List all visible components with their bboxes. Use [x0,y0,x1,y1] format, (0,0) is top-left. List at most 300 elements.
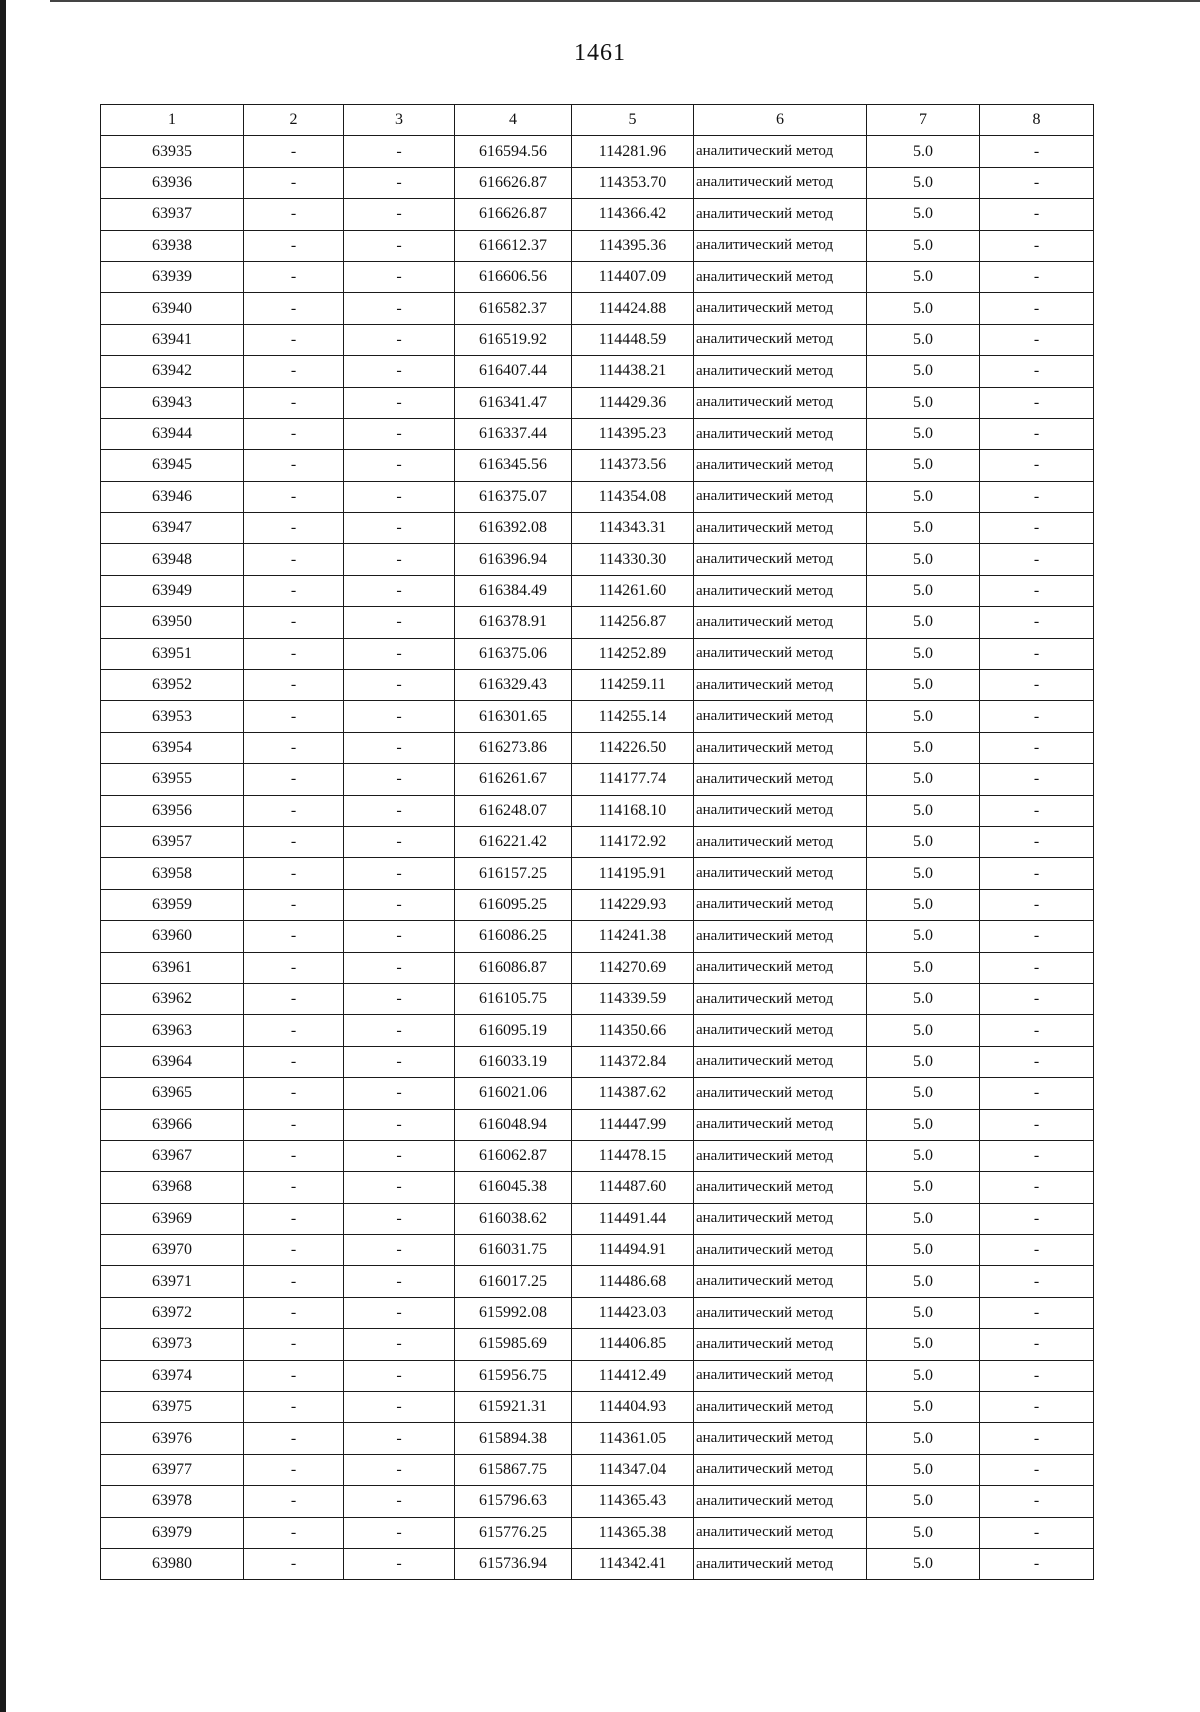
table-cell-col-5: 114424.88 [572,293,694,324]
scan-top-rule [50,0,1200,2]
table-cell-col-7: 5.0 [867,1172,980,1203]
table-cell-col-8: - [980,324,1094,355]
table-cell-col-7: 5.0 [867,1140,980,1171]
table-cell-col-6: аналитический метод [694,324,867,355]
table-cell-col-2: - [244,1046,344,1077]
table-cell-col-1: 63961 [101,952,244,983]
table-cell-col-6: аналитический метод [694,732,867,763]
table-cell-col-7: 5.0 [867,701,980,732]
table-row [101,1046,1094,1077]
table-cell-col-1: 63941 [101,324,244,355]
table-cell-col-3: - [344,1329,455,1360]
table-cell-col-4: 615921.31 [455,1392,572,1423]
table-cell-col-6: аналитический метод [694,1486,867,1517]
table-cell-col-2: - [244,1109,344,1140]
table-cell-col-2: - [244,1454,344,1485]
table-row [101,324,1094,355]
table-cell-col-8: - [980,1454,1094,1485]
table-cell-col-1: 63968 [101,1172,244,1203]
table-cell-col-8: - [980,199,1094,230]
table-cell-col-3: - [344,356,455,387]
table-row [101,387,1094,418]
column-header-3: 3 [344,105,455,136]
table-cell-col-2: - [244,1140,344,1171]
table-cell-col-1: 63943 [101,387,244,418]
table-cell-col-5: 114372.84 [572,1046,694,1077]
table-cell-col-5: 114447.99 [572,1109,694,1140]
scan-edge-bar [0,0,6,1712]
table-cell-col-6: аналитический метод [694,670,867,701]
table-cell-col-8: - [980,1046,1094,1077]
table-cell-col-8: - [980,450,1094,481]
table-row [101,1548,1094,1579]
table-row [101,544,1094,575]
table-cell-col-7: 5.0 [867,1517,980,1548]
table-cell-col-8: - [980,826,1094,857]
table-cell-col-4: 616341.47 [455,387,572,418]
table-row [101,1203,1094,1234]
table-cell-col-5: 114429.36 [572,387,694,418]
table-cell-col-7: 5.0 [867,732,980,763]
table-cell-col-3: - [344,607,455,638]
table-cell-col-7: 5.0 [867,450,980,481]
table-cell-col-6: аналитический метод [694,1297,867,1328]
table-cell-col-2: - [244,670,344,701]
table-cell-col-4: 616017.25 [455,1266,572,1297]
table-cell-col-4: 616095.25 [455,889,572,920]
table-cell-col-1: 63967 [101,1140,244,1171]
table-row [101,701,1094,732]
table-cell-col-1: 63965 [101,1078,244,1109]
table-cell-col-6: аналитический метод [694,387,867,418]
table-cell-col-4: 616105.75 [455,983,572,1014]
column-header-2: 2 [244,105,344,136]
table-row [101,795,1094,826]
table-cell-col-5: 114195.91 [572,858,694,889]
table-cell-col-7: 5.0 [867,1329,980,1360]
table-cell-col-6: аналитический метод [694,481,867,512]
table-cell-col-2: - [244,889,344,920]
table-row [101,732,1094,763]
table-cell-col-1: 63944 [101,418,244,449]
table-row [101,607,1094,638]
table-cell-col-8: - [980,701,1094,732]
table-cell-col-5: 114330.30 [572,544,694,575]
table-cell-col-8: - [980,544,1094,575]
table-cell-col-5: 114491.44 [572,1203,694,1234]
table-row [101,1423,1094,1454]
table-cell-col-6: аналитический метод [694,544,867,575]
page-number: 1461 [574,40,626,66]
table-cell-col-8: - [980,1329,1094,1360]
table-cell-col-3: - [344,1046,455,1077]
table-cell-col-1: 63959 [101,889,244,920]
table-cell-col-6: аналитический метод [694,1109,867,1140]
table-cell-col-4: 616375.07 [455,481,572,512]
table-cell-col-7: 5.0 [867,356,980,387]
table-row [101,858,1094,889]
table-cell-col-1: 63937 [101,199,244,230]
table-row [101,575,1094,606]
table-cell-col-3: - [344,450,455,481]
table-cell-col-4: 615894.38 [455,1423,572,1454]
table-cell-col-1: 63951 [101,638,244,669]
table-cell-col-2: - [244,575,344,606]
table-row [101,764,1094,795]
table-cell-col-2: - [244,921,344,952]
table-row [101,167,1094,198]
table-cell-col-7: 5.0 [867,858,980,889]
table-cell-col-1: 63956 [101,795,244,826]
table-cell-col-2: - [244,261,344,292]
table-cell-col-4: 616392.08 [455,513,572,544]
table-cell-col-4: 615956.75 [455,1360,572,1391]
table-cell-col-6: аналитический метод [694,1172,867,1203]
table-cell-col-2: - [244,952,344,983]
table-cell-col-8: - [980,732,1094,763]
table-cell-col-4: 616038.62 [455,1203,572,1234]
table-cell-col-6: аналитический метод [694,356,867,387]
table-cell-col-4: 616248.07 [455,795,572,826]
table-cell-col-1: 63971 [101,1266,244,1297]
table-cell-col-4: 615867.75 [455,1454,572,1485]
table-cell-col-3: - [344,701,455,732]
table-cell-col-7: 5.0 [867,1203,980,1234]
table-cell-col-2: - [244,764,344,795]
table-cell-col-1: 63973 [101,1329,244,1360]
table-cell-col-2: - [244,481,344,512]
table-cell-col-5: 114259.11 [572,670,694,701]
table-cell-col-5: 114373.56 [572,450,694,481]
table-row [101,1329,1094,1360]
table-cell-col-1: 63947 [101,513,244,544]
table-cell-col-4: 616045.38 [455,1172,572,1203]
table-cell-col-4: 616095.19 [455,1015,572,1046]
table-cell-col-1: 63963 [101,1015,244,1046]
table-cell-col-3: - [344,826,455,857]
table-cell-col-3: - [344,1078,455,1109]
table-cell-col-4: 616301.65 [455,701,572,732]
table-cell-col-8: - [980,575,1094,606]
table-cell-col-4: 616033.19 [455,1046,572,1077]
table-cell-col-5: 114281.96 [572,136,694,167]
table-cell-col-5: 114229.93 [572,889,694,920]
table-cell-col-7: 5.0 [867,983,980,1014]
table-cell-col-4: 616273.86 [455,732,572,763]
table-cell-col-7: 5.0 [867,418,980,449]
column-header-4: 4 [455,105,572,136]
table-cell-col-4: 616594.56 [455,136,572,167]
table-cell-col-2: - [244,324,344,355]
table-cell-col-2: - [244,418,344,449]
table-cell-col-6: аналитический метод [694,230,867,261]
table-row [101,1172,1094,1203]
table-cell-col-2: - [244,199,344,230]
table-cell-col-1: 63952 [101,670,244,701]
table-cell-col-7: 5.0 [867,1109,980,1140]
table-cell-col-4: 616384.49 [455,575,572,606]
table-cell-col-5: 114448.59 [572,324,694,355]
table-cell-col-3: - [344,324,455,355]
table-cell-col-6: аналитический метод [694,1329,867,1360]
table-cell-col-8: - [980,1423,1094,1454]
table-cell-col-4: 616329.43 [455,670,572,701]
table-cell-col-1: 63958 [101,858,244,889]
table-row [101,293,1094,324]
table-cell-col-2: - [244,1392,344,1423]
table-row [101,136,1094,167]
table-cell-col-4: 616626.87 [455,199,572,230]
table-cell-col-6: аналитический метод [694,1392,867,1423]
table-cell-col-1: 63962 [101,983,244,1014]
table-row [101,921,1094,952]
table-cell-col-5: 114252.89 [572,638,694,669]
table-cell-col-2: - [244,450,344,481]
table-cell-col-6: аналитический метод [694,795,867,826]
table-cell-col-1: 63940 [101,293,244,324]
table-row [101,356,1094,387]
table-cell-col-8: - [980,418,1094,449]
table-cell-col-4: 616086.25 [455,921,572,952]
table-cell-col-4: 616062.87 [455,1140,572,1171]
table-cell-col-3: - [344,889,455,920]
table-row [101,1235,1094,1266]
table-cell-col-7: 5.0 [867,1015,980,1046]
table-cell-col-2: - [244,1235,344,1266]
table-cell-col-3: - [344,199,455,230]
table-cell-col-7: 5.0 [867,481,980,512]
table-cell-col-2: - [244,387,344,418]
coordinates-table [100,104,1094,1580]
table-cell-col-3: - [344,1266,455,1297]
table-row [101,1266,1094,1297]
table-cell-col-6: аналитический метод [694,1203,867,1234]
table-cell-col-7: 5.0 [867,1046,980,1077]
table-cell-col-3: - [344,1392,455,1423]
table-cell-col-3: - [344,1235,455,1266]
table-cell-col-6: аналитический метод [694,638,867,669]
table-row [101,450,1094,481]
table-cell-col-1: 63964 [101,1046,244,1077]
table-cell-col-2: - [244,732,344,763]
table-cell-col-7: 5.0 [867,670,980,701]
table-cell-col-8: - [980,670,1094,701]
table-cell-col-7: 5.0 [867,826,980,857]
table-cell-col-5: 114366.42 [572,199,694,230]
table-cell-col-3: - [344,638,455,669]
table-cell-col-8: - [980,764,1094,795]
table-cell-col-8: - [980,513,1094,544]
table-cell-col-3: - [344,293,455,324]
table-cell-col-4: 615796.63 [455,1486,572,1517]
table-cell-col-1: 63957 [101,826,244,857]
table-cell-col-4: 616345.56 [455,450,572,481]
table-cell-col-4: 616261.67 [455,764,572,795]
table-cell-col-6: аналитический метод [694,293,867,324]
table-cell-col-5: 114354.08 [572,481,694,512]
table-cell-col-1: 63979 [101,1517,244,1548]
table-cell-col-3: - [344,230,455,261]
table-cell-col-8: - [980,1140,1094,1171]
table-cell-col-1: 63955 [101,764,244,795]
table-cell-col-5: 114177.74 [572,764,694,795]
header-row [101,105,1094,136]
table-cell-col-6: аналитический метод [694,607,867,638]
table-cell-col-5: 114350.66 [572,1015,694,1046]
table-body [101,136,1094,1580]
table-cell-col-4: 616048.94 [455,1109,572,1140]
table-cell-col-7: 5.0 [867,293,980,324]
table-row [101,1454,1094,1485]
table-cell-col-7: 5.0 [867,261,980,292]
table-cell-col-7: 5.0 [867,795,980,826]
table-cell-col-7: 5.0 [867,1235,980,1266]
table-cell-col-2: - [244,1078,344,1109]
table-cell-col-5: 114241.38 [572,921,694,952]
table-cell-col-6: аналитический метод [694,1548,867,1579]
table-row [101,889,1094,920]
table-cell-col-6: аналитический метод [694,858,867,889]
table-cell-col-5: 114339.59 [572,983,694,1014]
table-row [101,1360,1094,1391]
table-cell-col-7: 5.0 [867,638,980,669]
table-cell-col-1: 63946 [101,481,244,512]
table-row [101,952,1094,983]
table-cell-col-1: 63942 [101,356,244,387]
table-cell-col-7: 5.0 [867,199,980,230]
table-cell-col-8: - [980,1517,1094,1548]
table-cell-col-3: - [344,167,455,198]
column-header-7: 7 [867,105,980,136]
table-row [101,261,1094,292]
column-header-8: 8 [980,105,1094,136]
table-cell-col-4: 616396.94 [455,544,572,575]
table-row [101,670,1094,701]
table-cell-col-5: 114438.21 [572,356,694,387]
table-cell-col-8: - [980,481,1094,512]
table-cell-col-5: 114342.41 [572,1548,694,1579]
table-cell-col-3: - [344,481,455,512]
table-cell-col-1: 63966 [101,1109,244,1140]
table-cell-col-5: 114261.60 [572,575,694,606]
table-cell-col-4: 616021.06 [455,1078,572,1109]
table-cell-col-3: - [344,1203,455,1234]
table-cell-col-8: - [980,952,1094,983]
table-cell-col-5: 114478.15 [572,1140,694,1171]
table-cell-col-2: - [244,607,344,638]
table-row [101,1078,1094,1109]
table-cell-col-6: аналитический метод [694,826,867,857]
table-cell-col-8: - [980,136,1094,167]
table-cell-col-1: 63938 [101,230,244,261]
table-cell-col-2: - [244,1517,344,1548]
table-cell-col-5: 114407.09 [572,261,694,292]
table-cell-col-2: - [244,167,344,198]
table-cell-col-8: - [980,1486,1094,1517]
table-row [101,513,1094,544]
table-cell-col-1: 63936 [101,167,244,198]
table-cell-col-5: 114404.93 [572,1392,694,1423]
table-cell-col-7: 5.0 [867,1486,980,1517]
table-cell-col-6: аналитический метод [694,1015,867,1046]
table-cell-col-4: 616337.44 [455,418,572,449]
table-cell-col-3: - [344,921,455,952]
table-cell-col-5: 114172.92 [572,826,694,857]
table-cell-col-5: 114387.62 [572,1078,694,1109]
table-cell-col-3: - [344,952,455,983]
table-row [101,199,1094,230]
table-cell-col-4: 616221.42 [455,826,572,857]
table-cell-col-6: аналитический метод [694,450,867,481]
table-cell-col-3: - [344,795,455,826]
table-cell-col-6: аналитический метод [694,199,867,230]
table-cell-col-7: 5.0 [867,607,980,638]
table-cell-col-6: аналитический метод [694,983,867,1014]
table-cell-col-1: 63948 [101,544,244,575]
table-row [101,1517,1094,1548]
table-cell-col-6: аналитический метод [694,1046,867,1077]
table-cell-col-5: 114423.03 [572,1297,694,1328]
table-cell-col-6: аналитический метод [694,1140,867,1171]
table-cell-col-6: аналитический метод [694,136,867,167]
table-cell-col-6: аналитический метод [694,764,867,795]
table-cell-col-8: - [980,607,1094,638]
table-cell-col-3: - [344,1172,455,1203]
table-cell-col-4: 616378.91 [455,607,572,638]
table-cell-col-2: - [244,356,344,387]
table-cell-col-1: 63975 [101,1392,244,1423]
table-cell-col-5: 114270.69 [572,952,694,983]
table-row [101,1392,1094,1423]
table-cell-col-3: - [344,670,455,701]
table-row [101,1297,1094,1328]
table-cell-col-5: 114365.38 [572,1517,694,1548]
table-cell-col-3: - [344,544,455,575]
table-cell-col-5: 114494.91 [572,1235,694,1266]
table-cell-col-7: 5.0 [867,889,980,920]
table-cell-col-5: 114168.10 [572,795,694,826]
table-cell-col-6: аналитический метод [694,418,867,449]
table-cell-col-1: 63980 [101,1548,244,1579]
table-cell-col-7: 5.0 [867,1266,980,1297]
table-cell-col-2: - [244,136,344,167]
table-cell-col-5: 114343.31 [572,513,694,544]
table-cell-col-8: - [980,261,1094,292]
table-cell-col-8: - [980,638,1094,669]
table-cell-col-6: аналитический метод [694,1266,867,1297]
column-header-1: 1 [101,105,244,136]
table-row [101,638,1094,669]
table-cell-col-6: аналитический метод [694,1423,867,1454]
table-cell-col-2: - [244,513,344,544]
table-cell-col-1: 63972 [101,1297,244,1328]
table-cell-col-2: - [244,1423,344,1454]
table-cell-col-4: 615776.25 [455,1517,572,1548]
table-cell-col-8: - [980,1078,1094,1109]
table-cell-col-2: - [244,1360,344,1391]
table-cell-col-2: - [244,1548,344,1579]
table-cell-col-3: - [344,1548,455,1579]
table-cell-col-4: 616606.56 [455,261,572,292]
table-cell-col-3: - [344,983,455,1014]
table-cell-col-8: - [980,293,1094,324]
table-cell-col-3: - [344,1486,455,1517]
table-cell-col-2: - [244,544,344,575]
table-cell-col-3: - [344,387,455,418]
table-cell-col-2: - [244,1172,344,1203]
table-cell-col-1: 63974 [101,1360,244,1391]
table-cell-col-7: 5.0 [867,136,980,167]
